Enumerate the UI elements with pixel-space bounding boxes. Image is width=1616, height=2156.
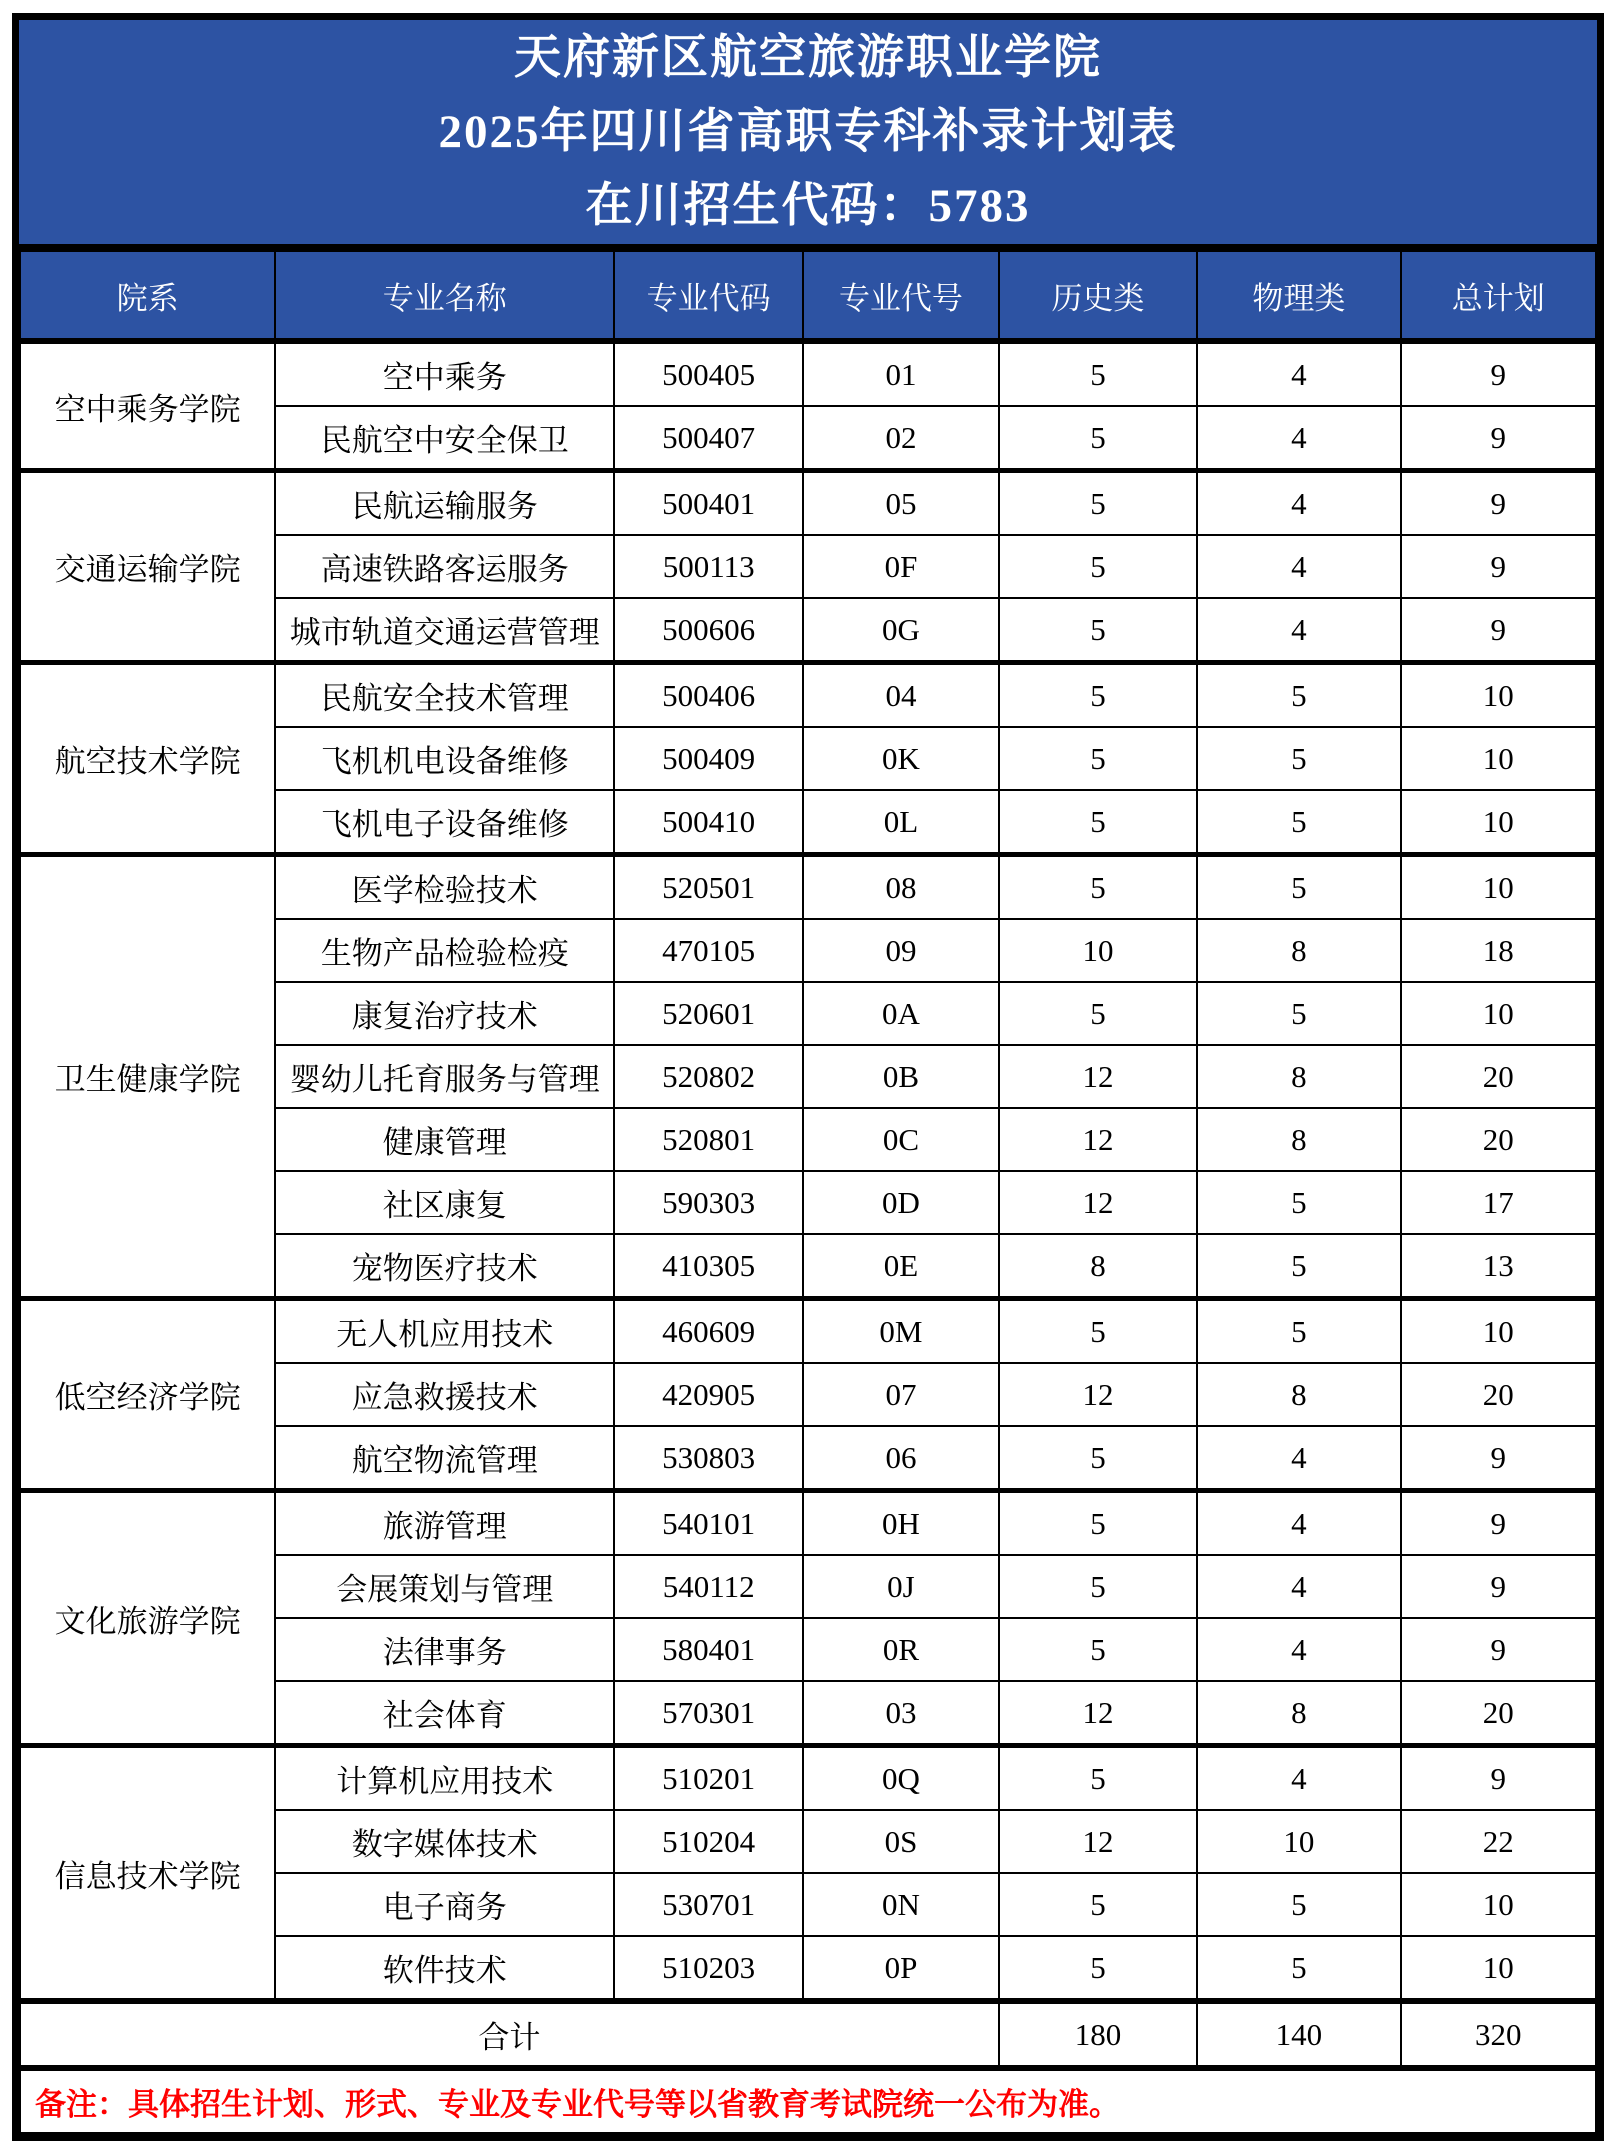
- major-id-cell: 0D: [803, 1171, 998, 1234]
- history-count-cell: 12: [999, 1171, 1198, 1234]
- major-name-cell: 生物产品检验检疫: [275, 919, 614, 982]
- total-count-cell: 9: [1401, 535, 1596, 598]
- history-count-cell: 5: [999, 855, 1198, 920]
- major-code-cell: 510203: [614, 1936, 803, 2001]
- major-name-cell: 飞机机电设备维修: [275, 727, 614, 790]
- history-count-cell: 5: [999, 535, 1198, 598]
- major-id-cell: 0E: [803, 1234, 998, 1299]
- history-count-cell: 5: [999, 663, 1198, 728]
- physics-count-cell: 4: [1197, 598, 1400, 663]
- note-row: [20, 2068, 1596, 2133]
- header-major-name: 专业名称: [275, 251, 614, 341]
- history-count-cell: 5: [999, 790, 1198, 855]
- major-name-cell: 无人机应用技术: [275, 1299, 614, 1364]
- history-count-cell: 5: [999, 1936, 1198, 2001]
- physics-count-cell: 5: [1197, 1936, 1400, 2001]
- header-physics: 物理类: [1197, 251, 1400, 341]
- major-id-cell: 0F: [803, 535, 998, 598]
- enrollment-code: 在川招生代码：5783: [585, 180, 1031, 232]
- major-code-cell: 470105: [614, 919, 803, 982]
- major-id-cell: 0R: [803, 1618, 998, 1681]
- total-count-cell: 10: [1401, 663, 1596, 728]
- history-count-cell: 5: [999, 1746, 1198, 1811]
- major-id-cell: 06: [803, 1426, 998, 1491]
- total-count-cell: 10: [1401, 1299, 1596, 1364]
- total-count-cell: 9: [1401, 341, 1596, 406]
- major-row: [20, 341, 1596, 406]
- title-banner: [19, 20, 1597, 250]
- major-name-cell: 电子商务: [275, 1873, 614, 1936]
- major-id-cell: 0L: [803, 790, 998, 855]
- header-total: 总计划: [1401, 251, 1596, 341]
- major-name-cell: 航空物流管理: [275, 1426, 614, 1491]
- major-row: [20, 855, 1596, 920]
- major-name-cell: 民航空中安全保卫: [275, 406, 614, 471]
- major-id-cell: 0N: [803, 1873, 998, 1936]
- college-name-cell: 交通运输学院: [20, 471, 275, 663]
- header-row: [20, 251, 1596, 341]
- physics-count-cell: 5: [1197, 663, 1400, 728]
- history-count-cell: 5: [999, 727, 1198, 790]
- document-frame: [12, 13, 1604, 2141]
- total-count-cell: 20: [1401, 1681, 1596, 1746]
- major-code-cell: 530701: [614, 1873, 803, 1936]
- major-name-cell: 法律事务: [275, 1618, 614, 1681]
- table-header: [20, 251, 1596, 341]
- total-count-cell: 9: [1401, 406, 1596, 471]
- major-name-cell: 民航运输服务: [275, 471, 614, 536]
- major-id-cell: 0H: [803, 1491, 998, 1556]
- history-count-cell: 5: [999, 471, 1198, 536]
- history-count-cell: 5: [999, 1618, 1198, 1681]
- major-id-cell: 0B: [803, 1045, 998, 1108]
- major-code-cell: 500401: [614, 471, 803, 536]
- physics-count-cell: 5: [1197, 790, 1400, 855]
- physics-count-cell: 8: [1197, 1363, 1400, 1426]
- history-count-cell: 10: [999, 919, 1198, 982]
- major-name-cell: 城市轨道交通运营管理: [275, 598, 614, 663]
- header-college: 院系: [20, 251, 275, 341]
- physics-count-cell: 8: [1197, 1045, 1400, 1108]
- major-name-cell: 高速铁路客运服务: [275, 535, 614, 598]
- major-id-cell: 02: [803, 406, 998, 471]
- major-name-cell: 计算机应用技术: [275, 1746, 614, 1811]
- physics-count-cell: 4: [1197, 535, 1400, 598]
- note-text: 备注：具体招生计划、形式、专业及专业代号等以省教育考试院统一公布为准。: [20, 2068, 1596, 2133]
- college-name-cell: 信息技术学院: [20, 1746, 275, 2002]
- total-count-cell: 10: [1401, 855, 1596, 920]
- history-count-cell: 5: [999, 598, 1198, 663]
- major-id-cell: 0P: [803, 1936, 998, 2001]
- total-count-cell: 22: [1401, 1810, 1596, 1873]
- major-name-cell: 婴幼儿托育服务与管理: [275, 1045, 614, 1108]
- major-code-cell: 530803: [614, 1426, 803, 1491]
- total-count-cell: 10: [1401, 727, 1596, 790]
- table-footer: [20, 2001, 1596, 2133]
- major-code-cell: 460609: [614, 1299, 803, 1364]
- major-code-cell: 500407: [614, 406, 803, 471]
- total-count-cell: 20: [1401, 1108, 1596, 1171]
- major-row: [20, 471, 1596, 536]
- header-major-code: 专业代码: [614, 251, 803, 341]
- summary-history-cell: 180: [999, 2001, 1198, 2068]
- physics-count-cell: 5: [1197, 855, 1400, 920]
- total-count-cell: 9: [1401, 1555, 1596, 1618]
- history-count-cell: 5: [999, 1299, 1198, 1364]
- physics-count-cell: 4: [1197, 1491, 1400, 1556]
- total-count-cell: 9: [1401, 471, 1596, 536]
- major-name-cell: 软件技术: [275, 1936, 614, 2001]
- major-code-cell: 500406: [614, 663, 803, 728]
- major-id-cell: 0C: [803, 1108, 998, 1171]
- major-code-cell: 500409: [614, 727, 803, 790]
- major-name-cell: 宠物医疗技术: [275, 1234, 614, 1299]
- major-name-cell: 医学检验技术: [275, 855, 614, 920]
- total-count-cell: 10: [1401, 982, 1596, 1045]
- major-id-cell: 08: [803, 855, 998, 920]
- physics-count-cell: 5: [1197, 982, 1400, 1045]
- physics-count-cell: 4: [1197, 471, 1400, 536]
- major-code-cell: 570301: [614, 1681, 803, 1746]
- summary-row: [20, 2001, 1596, 2068]
- major-id-cell: 07: [803, 1363, 998, 1426]
- major-name-cell: 数字媒体技术: [275, 1810, 614, 1873]
- major-code-cell: 510204: [614, 1810, 803, 1873]
- table-body: [20, 341, 1596, 2001]
- major-name-cell: 空中乘务: [275, 341, 614, 406]
- major-name-cell: 社会体育: [275, 1681, 614, 1746]
- summary-label-cell: 合计: [20, 2001, 999, 2068]
- history-count-cell: 5: [999, 406, 1198, 471]
- total-count-cell: 9: [1401, 1491, 1596, 1556]
- history-count-cell: 5: [999, 1491, 1198, 1556]
- major-id-cell: 0A: [803, 982, 998, 1045]
- college-name-cell: 低空经济学院: [20, 1299, 275, 1491]
- major-name-cell: 社区康复: [275, 1171, 614, 1234]
- physics-count-cell: 4: [1197, 341, 1400, 406]
- physics-count-cell: 4: [1197, 406, 1400, 471]
- major-name-cell: 民航安全技术管理: [275, 663, 614, 728]
- college-name-cell: 航空技术学院: [20, 663, 275, 855]
- summary-physics-cell: 140: [1197, 2001, 1400, 2068]
- physics-count-cell: 5: [1197, 1171, 1400, 1234]
- major-code-cell: 590303: [614, 1171, 803, 1234]
- major-id-cell: 05: [803, 471, 998, 536]
- major-row: [20, 1299, 1596, 1364]
- major-id-cell: 04: [803, 663, 998, 728]
- physics-count-cell: 4: [1197, 1555, 1400, 1618]
- history-count-cell: 12: [999, 1108, 1198, 1171]
- major-code-cell: 500405: [614, 341, 803, 406]
- history-count-cell: 5: [999, 1555, 1198, 1618]
- college-name-cell: 卫生健康学院: [20, 855, 275, 1299]
- total-count-cell: 18: [1401, 919, 1596, 982]
- college-name-cell: 文化旅游学院: [20, 1491, 275, 1746]
- major-code-cell: 500410: [614, 790, 803, 855]
- major-code-cell: 540112: [614, 1555, 803, 1618]
- college-title: 天府新区航空旅游职业学院: [514, 32, 1102, 84]
- major-id-cell: 0Q: [803, 1746, 998, 1811]
- physics-count-cell: 8: [1197, 1681, 1400, 1746]
- header-history: 历史类: [999, 251, 1198, 341]
- total-count-cell: 10: [1401, 1873, 1596, 1936]
- total-count-cell: 10: [1401, 790, 1596, 855]
- physics-count-cell: 4: [1197, 1426, 1400, 1491]
- major-id-cell: 03: [803, 1681, 998, 1746]
- major-row: [20, 1491, 1596, 1556]
- major-code-cell: 500606: [614, 598, 803, 663]
- history-count-cell: 5: [999, 341, 1198, 406]
- physics-count-cell: 4: [1197, 1746, 1400, 1811]
- major-code-cell: 510201: [614, 1746, 803, 1811]
- history-count-cell: 12: [999, 1045, 1198, 1108]
- history-count-cell: 5: [999, 982, 1198, 1045]
- plan-title: 2025年四川省高职专科补录计划表: [438, 106, 1178, 158]
- major-id-cell: 0S: [803, 1810, 998, 1873]
- enrollment-plan-table: [19, 250, 1597, 2134]
- major-code-cell: 520802: [614, 1045, 803, 1108]
- major-id-cell: 0G: [803, 598, 998, 663]
- physics-count-cell: 8: [1197, 919, 1400, 982]
- major-row: [20, 1746, 1596, 1811]
- major-id-cell: 01: [803, 341, 998, 406]
- major-name-cell: 会展策划与管理: [275, 1555, 614, 1618]
- history-count-cell: 5: [999, 1426, 1198, 1491]
- major-code-cell: 540101: [614, 1491, 803, 1556]
- major-code-cell: 520601: [614, 982, 803, 1045]
- total-count-cell: 9: [1401, 1426, 1596, 1491]
- major-row: [20, 663, 1596, 728]
- major-name-cell: 健康管理: [275, 1108, 614, 1171]
- major-name-cell: 康复治疗技术: [275, 982, 614, 1045]
- physics-count-cell: 5: [1197, 1299, 1400, 1364]
- total-count-cell: 20: [1401, 1363, 1596, 1426]
- major-name-cell: 旅游管理: [275, 1491, 614, 1556]
- physics-count-cell: 5: [1197, 1873, 1400, 1936]
- physics-count-cell: 5: [1197, 727, 1400, 790]
- total-count-cell: 13: [1401, 1234, 1596, 1299]
- major-name-cell: 飞机电子设备维修: [275, 790, 614, 855]
- physics-count-cell: 5: [1197, 1234, 1400, 1299]
- physics-count-cell: 10: [1197, 1810, 1400, 1873]
- physics-count-cell: 8: [1197, 1108, 1400, 1171]
- major-code-cell: 520501: [614, 855, 803, 920]
- physics-count-cell: 4: [1197, 1618, 1400, 1681]
- major-name-cell: 应急救援技术: [275, 1363, 614, 1426]
- history-count-cell: 12: [999, 1810, 1198, 1873]
- major-code-cell: 520801: [614, 1108, 803, 1171]
- history-count-cell: 12: [999, 1681, 1198, 1746]
- major-code-cell: 410305: [614, 1234, 803, 1299]
- major-id-cell: 0K: [803, 727, 998, 790]
- major-code-cell: 580401: [614, 1618, 803, 1681]
- major-code-cell: 420905: [614, 1363, 803, 1426]
- major-id-cell: 09: [803, 919, 998, 982]
- total-count-cell: 10: [1401, 1936, 1596, 2001]
- history-count-cell: 8: [999, 1234, 1198, 1299]
- history-count-cell: 12: [999, 1363, 1198, 1426]
- total-count-cell: 20: [1401, 1045, 1596, 1108]
- major-id-cell: 0J: [803, 1555, 998, 1618]
- total-count-cell: 17: [1401, 1171, 1596, 1234]
- total-count-cell: 9: [1401, 598, 1596, 663]
- total-count-cell: 9: [1401, 1618, 1596, 1681]
- header-major-id: 专业代号: [803, 251, 998, 341]
- college-name-cell: 空中乘务学院: [20, 341, 275, 471]
- major-id-cell: 0M: [803, 1299, 998, 1364]
- total-count-cell: 9: [1401, 1746, 1596, 1811]
- history-count-cell: 5: [999, 1873, 1198, 1936]
- summary-total-cell: 320: [1401, 2001, 1596, 2068]
- major-code-cell: 500113: [614, 535, 803, 598]
